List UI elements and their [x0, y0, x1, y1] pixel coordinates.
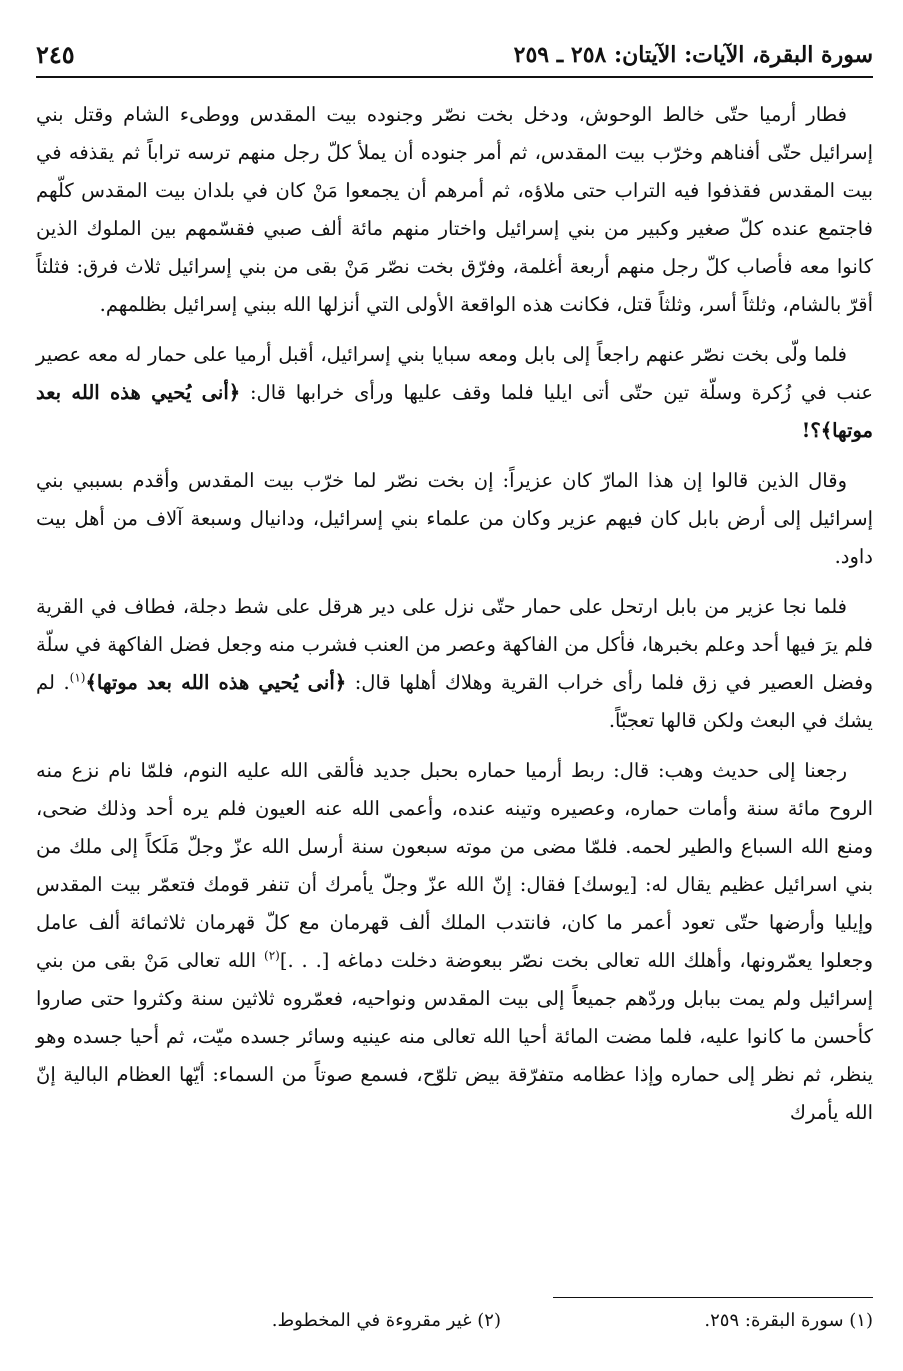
footnotes: [36, 1310, 873, 1340]
paragraph-1: [36, 96, 873, 324]
page-body: [36, 96, 873, 1144]
footnote-1: (١) سورة البقرة: ٢٥٩.: [704, 1310, 873, 1331]
paragraph-text: الله تعالى مَنْ بقى من بني إسرائيل ولم يمت ببابل وردّهم جميعاً إلى بيت المقدس ونواحيه، فعمّروه ثلاثين سنة وكثروا حتى صاروا كأحسن ما كانوا عليه، فلما مضت المائة أحيا الله تعالى منه عينيه وسائر جسده ميّت، ثم أحيا جسده وهو ينظر، ثم نظر إلى حماره وإذا عظامه متفرّقة بيض تلوّح، فسمع صوتاً من السماء: أيّها العظام البالية إنّ الله يأمرك: [36, 949, 873, 1124]
paragraph-text: فطار أرميا حتّى خالط الوحوش، ودخل بخت نصّر وجنوده بيت المقدس ووطىء الشام وقتل بني إسرائيل حتّى أفناهم وخرّب بيت المقدس، ثم أمر جنوده أن يملأ كلّ رجل منهم ترسه تراباً ثم يقذفه في بيت المقدس فقذفوا فيه التراب حتى ملاؤه، ثم أمرهم أن يجمعوا مَنْ كان في بلدان بيت المقدس كلّهم فاجتمع عنده كلّ صغير وكبير من بني إسرائيل واختار منهم مائة ألف صبي فقسّمهم بين الملوك الذين كانوا معه فأصاب كلّ رجل منهم أربعة أغلمة، وفرّق بخت نصّر مَنْ بقى من بني إسرائيل ثلاث فرق: فثلثاً أقرّ بالشام، وثلثاً أسر، وثلثاً قتل، فكانت هذه الواقعة الأولى التي أنزلها الله ببني إسرائيل بظلمهم.: [36, 103, 873, 316]
paragraph-text: ؟!: [801, 419, 821, 442]
quran-quote: ﴿أنى يُحيي هذه الله بعد موتها﴾: [36, 381, 873, 442]
paragraph-5: [36, 752, 873, 1132]
paragraph-text: رجعنا إلى حديث وهب: قال: ربط أرميا حماره بحبل جديد فألقى الله عليه النوم، فلمّا نام نزع منه الروح مائة سنة وأمات حماره، وعصيره وتينه عنده، وأعمى الله عنه العيون فلم يره أحد وذلك ضحى، ومنع الله السباع والطير لحمه. فلمّا مضى من موته سبعون سنة أرسل الله عزّ وجلّ مَلَكاً إلى ملك من بني اسرائيل عظيم يقال له: [يوسك] فقال: إنّ الله عزّ وجلّ يأمرك أن تنفر قومك فتعمّر بيت المقدس وإيليا وأرضها حتّى تعود أعمر ما كان، فانتدب الملك ألف قهرمان مع كلّ قهرمان ثلاثمائة ألف عامل وجعلوا يعمّرونها، وأهلك الله تعالى بخت نصّر ببعوضة دخلت دماغه [. . .]: [36, 759, 873, 972]
page-number: ٢٤٥: [36, 40, 75, 69]
running-title: سورة البقرة، الآيات: الآيتان: ٢٥٨ ـ ٢٥٩: [513, 42, 873, 68]
paragraph-4: [36, 588, 873, 740]
paragraph-2: [36, 336, 873, 450]
quran-quote: ﴿أنى يُحيي هذه الله بعد موتها﴾: [85, 671, 347, 694]
paragraph-text: . لم يشك في البعث ولكن قالها تعجبّاً.: [36, 671, 873, 732]
footnote-ref-2: (٢): [264, 948, 280, 963]
footnote-ref-1: (١): [69, 670, 86, 685]
paragraph-3: [36, 462, 873, 576]
paragraph-text: فلما ولّى بخت نصّر عنهم راجعاً إلى بابل ومعه سبايا بني إسرائيل، أقبل أرميا على حمار له معه عصير عنب في زُكرة وسلّة تين حتّى أتى ايليا فلما وقف عليها ورأى خرابها قال:: [36, 343, 874, 404]
footnote-divider: [553, 1297, 873, 1298]
paragraph-text: وقال الذين قالوا إن هذا المارّ كان عزيراً: إن بخت نصّر لما خرّب بيت المقدس وأقدم بسببي بني إسرائيل إلى أرض بابل كان فيهم عزير وكان من علماء بني إسرائيل، ودانيال وسبعة آلاف من أهل بيت داود.: [36, 469, 873, 568]
paragraph-text: فلما نجا عزير من بابل ارتحل على حمار حتّى نزل على دير هرقل على شط دجلة، فطاف في القرية فلم يرَ فيها أحد وعلم بخبرها، فأكل من الفاكهة وعصر من العنب فشرب منه وجعل فضل الفاكهة في سلّة وفضل العصير في زق فلما رأى خراب القرية وهلاك أهلها قال:: [36, 595, 873, 694]
footnote-2: (٢) غير مقروءة في المخطوط.: [271, 1310, 501, 1331]
page-header: [36, 38, 873, 78]
